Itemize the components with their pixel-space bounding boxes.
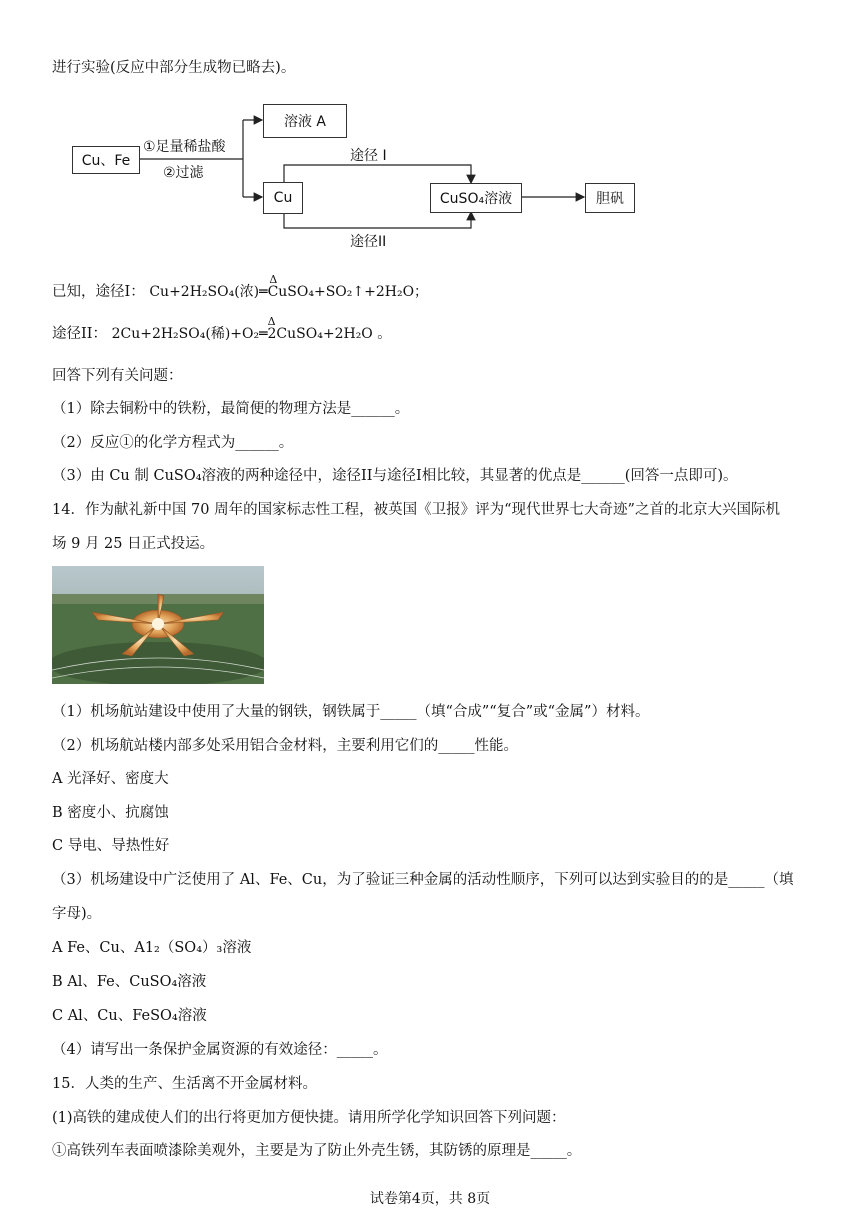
q14-stem-line2: 场 9 月 25 日正式投运。 xyxy=(52,536,215,552)
q14-part2-option-b: B 密度小、抗腐蚀 xyxy=(52,805,169,821)
q14-part3-line1: （3）机场建设中广泛使用了 Al、Fe、Cu，为了验证三种金属的活动性顺序，下列可以达到实验目的的是_____（填 xyxy=(52,872,794,888)
cuso4-box: CuSO₄溶液 xyxy=(430,183,522,213)
route1-label: 途径 I xyxy=(350,148,387,164)
q14-part2-option-c: C 导电、导热性好 xyxy=(52,838,170,854)
q14-part3-option-c: C Al、Cu、FeSO₄溶液 xyxy=(52,1008,207,1024)
q14-part4: （4）请写出一条保护金属资源的有效途径：_____。 xyxy=(52,1042,388,1058)
page-footer: 试卷第4页，共 8页 xyxy=(369,1191,491,1207)
q15-stem: 15．人类的生产、生活离不开金属材料。 xyxy=(52,1076,317,1092)
q13-prompt: 回答下列有关问题： xyxy=(52,368,183,384)
q15-part1: (1)高铁的建成使人们的出行将更加方便快捷。请用所学化学知识回答下列问题： xyxy=(52,1110,566,1126)
q13-part2: （2）反应①的化学方程式为______。 xyxy=(52,435,294,451)
known-route1-prefix: 已知，途径I： xyxy=(52,284,145,300)
step2-label: ②过滤 xyxy=(163,165,204,181)
q15-part1-sub1: ①高铁列车表面喷漆除美观外，主要是为了防止外壳生锈，其防锈的原理是_____。 xyxy=(52,1143,582,1159)
q13-part3: （3）由 Cu 制 CuSO₄溶液的两种途径中，途径II与途径I相比较，其显著的优点是______(回答一点即可)。 xyxy=(52,468,738,484)
q14-part3-option-b: B Al、Fe、CuSO₄溶液 xyxy=(52,974,207,990)
known-route1 xyxy=(52,273,429,302)
known-route2 xyxy=(52,315,392,344)
q14-part1: （1）机场航站建设中使用了大量的钢铁，钢铁属于_____（填“合成”“复合”或“金属”）材料。 xyxy=(52,704,650,720)
q14-part3-option-a: A Fe、Cu、A1₂（SO₄）₃溶液 xyxy=(52,940,252,956)
delta-symbol-2: Δ xyxy=(267,315,276,328)
q14-stem-line1: 14．作为献礼新中国 70 周年的国家标志性工程，被英国《卫报》评为“现代世界七大奇迹”之首的北京大兴国际机 xyxy=(52,502,780,518)
product-box: 胆矾 xyxy=(585,183,635,213)
cu-box: Cu xyxy=(263,182,303,214)
airport-photo xyxy=(52,566,264,684)
solution-a-box: 溶液 A xyxy=(263,104,347,138)
known-route2-equation xyxy=(111,315,392,344)
q13-part1: （1）除去铜粉中的铁粉，最简便的物理方法是______。 xyxy=(52,401,410,417)
route1-equation-text: Cu+2H₂SO₄(浓)═CuSO₄+SO₂↑+2H₂O； xyxy=(149,284,429,300)
route2-label: 途径II xyxy=(350,234,387,250)
route2-equation-text: 2Cu+2H₂SO₄(稀)+O₂═2CuSO₄+2H₂O 。 xyxy=(111,326,392,342)
start-box: Cu、Fe xyxy=(72,146,140,174)
intro-text: 进行实验(反应中部分生成物已略去)。 xyxy=(52,60,296,76)
q14-part2: （2）机场航站楼内部多处采用铝合金材料，主要利用它们的_____性能。 xyxy=(52,738,518,754)
q14-part3-line2: 字母)。 xyxy=(52,906,102,922)
step1-label: ①足量稀盐酸 xyxy=(143,139,226,155)
delta-symbol-1: Δ xyxy=(269,273,278,286)
known-route1-equation xyxy=(149,273,429,302)
flow-arrows xyxy=(0,0,860,260)
known-route2-prefix: 途径II： xyxy=(52,326,107,342)
airport-illustration xyxy=(52,566,264,684)
q14-part2-option-a: A 光泽好、密度大 xyxy=(52,771,169,787)
